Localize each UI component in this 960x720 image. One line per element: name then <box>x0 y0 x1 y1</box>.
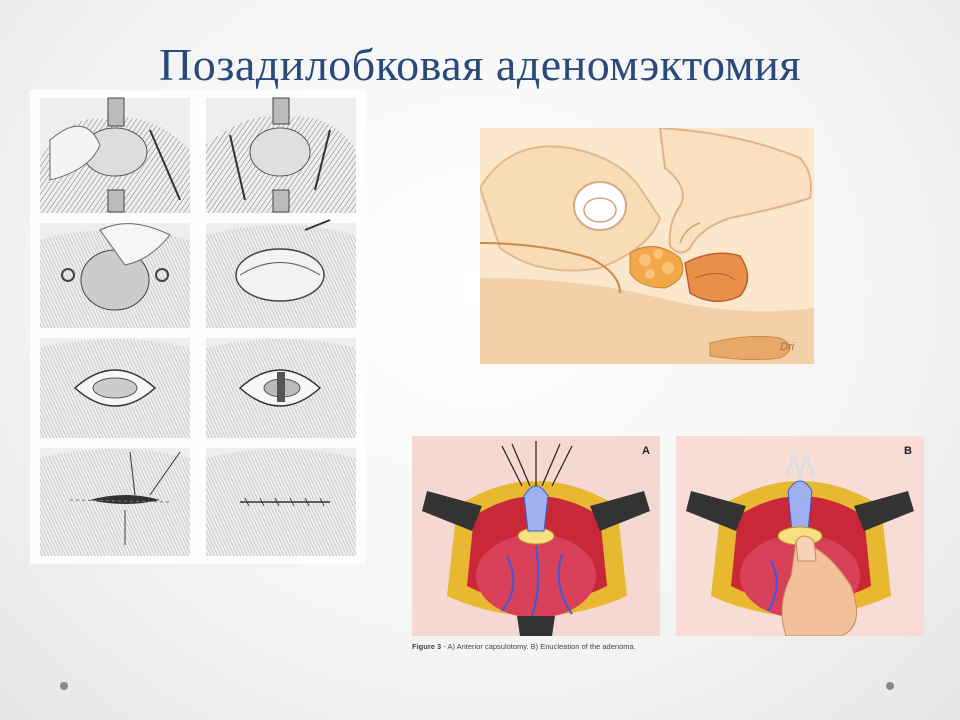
caption-prefix: Figure 3 <box>412 642 442 651</box>
sketch-panel-8 <box>206 448 356 556</box>
surgical-sketch-grid-figure <box>30 90 366 564</box>
sketch-panel-5 <box>40 338 190 438</box>
sagittal-corner-text: Dri <box>780 341 795 353</box>
sketch-panel-7 <box>40 448 190 556</box>
sketch-panel-4 <box>206 220 356 328</box>
sketch-panel-1 <box>40 98 190 213</box>
slide-title: Позадилобковая аденомэктомия <box>158 39 802 90</box>
surgical-photo-b <box>676 436 924 636</box>
surgical-photo-a <box>412 436 660 636</box>
caption-text: - A) Anterior capsulotomy. B) Enucleation of the adenoma. <box>441 642 636 651</box>
slide-nav-dot-left <box>60 682 68 690</box>
photo-a-label: A <box>642 445 650 457</box>
slide-nav-dot-right <box>886 682 894 690</box>
figure-caption <box>412 642 812 651</box>
sketch-panel-2 <box>206 98 356 213</box>
photo-b-label: B <box>904 445 912 457</box>
sketch-panel-6 <box>206 338 356 438</box>
sagittal-pelvis-figure <box>480 128 814 364</box>
sketch-panel-3 <box>40 223 190 328</box>
